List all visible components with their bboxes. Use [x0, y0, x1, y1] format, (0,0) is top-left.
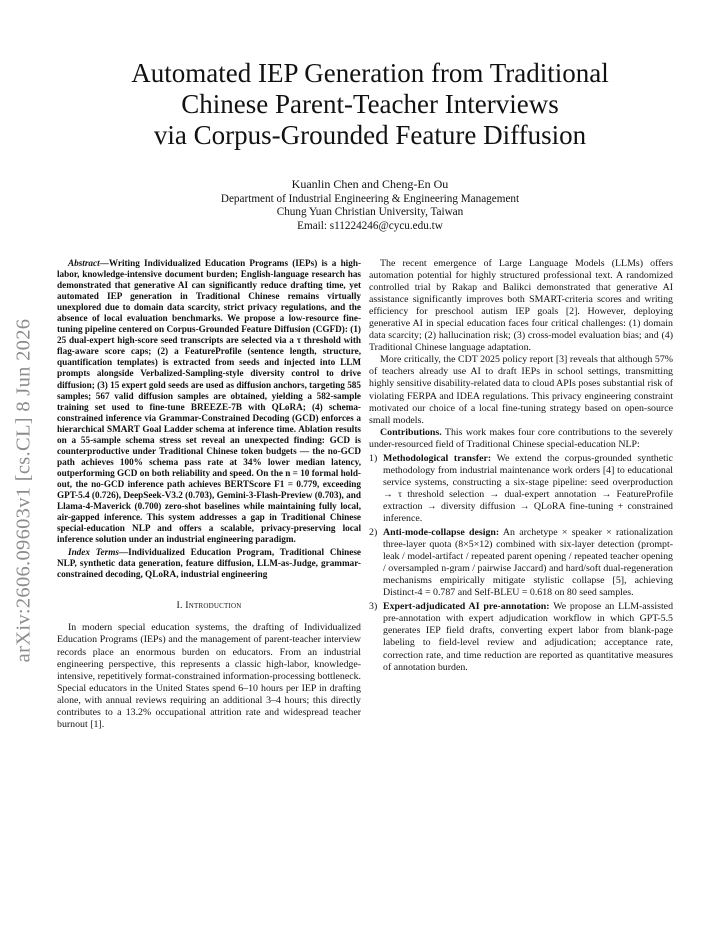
- arxiv-stamp-text: arXiv:2606.09603v1 [cs.CL] 8 Jun 2026: [12, 318, 35, 662]
- index-terms: [57, 547, 361, 580]
- list-item-number: 2): [369, 527, 378, 539]
- paper-title: [90, 58, 650, 151]
- abstract-lead: Abstract: [68, 258, 100, 268]
- list-item: [369, 601, 673, 673]
- contributions-list: [369, 453, 673, 674]
- title-line-3: via Corpus-Grounded Feature Diffusion: [153, 120, 587, 150]
- list-item-text: We propose an LLM-assisted pre-annotation with expert adjudication workflow in which GPT-5.5 generates IEP field drafts, converting expert labor from blank-page labeling to field-level review and adjudication; acceptance rate, correction rate, and time reduction are reported as quantitative measures of annotation burden.: [383, 601, 674, 673]
- contributions-lead: Contributions.: [380, 426, 442, 438]
- affiliation-department: Department of Industrial Engineering & Engineering Management: [220, 192, 520, 205]
- index-terms-sep: —: [118, 547, 129, 558]
- index-terms-lead: Index Terms: [68, 547, 119, 558]
- affiliation-university: Chung Yuan Christian University, Taiwan: [276, 206, 464, 219]
- contributions-text: This work makes four core contributions to the severely under-resourced field of Traditional Chinese special-education NLP:: [369, 426, 673, 450]
- list-item-number: 3): [369, 601, 378, 613]
- title-line-1: Automated IEP Generation from Traditional: [131, 58, 609, 88]
- list-item-text: We extend the corpus-grounded synthetic methodology from industrial maintenance work orders [4] to educational service systems, constructing a six-stage pipeline: seed overproduction → τ threshold selection → dual-expert annotation → FeatureProfile extraction → diversity diffusion → QLoRA fine-tuning + constrained inference.: [383, 452, 673, 524]
- right-paragraph-1: The recent emergence of Large Language Models (LLMs) offers automation potential for highly structured professional text. A randomized controlled trial by Rakap and Balikci demonstrated that generative AI assistance significantly improves both SMART-criteria scores and writing efficiency for preschool autism IEP goals [2]. However, deploying generative AI in special education faces four critical challenges: (1) domain data scarcity; (2) hallucination risk; (3) cross-model evaluation bias; and (4) Traditional Chinese language adaptation.: [369, 258, 673, 354]
- author-names: Kuanlin Chen and Cheng-En Ou: [291, 177, 449, 191]
- index-terms-text: Individualized Education Program, Traditional Chinese NLP, synthetic data generation, feature diffusion, LLM-as-Judge, grammar-constrained decoding, QLoRA, industrial engineering: [57, 547, 362, 580]
- section-title: Introduction: [185, 600, 242, 612]
- section-numeral: I.: [176, 600, 183, 612]
- list-item-head: Expert-adjudicated AI pre-annotation:: [383, 601, 550, 613]
- left-column: [57, 258, 361, 731]
- right-paragraph-2: More critically, the CDT 2025 policy report [3] reveals that although 57% of teachers already use AI to draft IEPs in school settings, transmitting highly sensitive disability-related data to cloud APIs poses substantial risk of violating FERPA and IDEA regulations. This privacy engineering constraint motivated our choice of a local fine-tuning strategy based on open-source small models.: [369, 354, 673, 426]
- right-column: [369, 258, 673, 676]
- list-item: [369, 527, 673, 599]
- contributions-paragraph: [369, 427, 673, 451]
- abstract: [57, 258, 361, 545]
- list-item: [369, 453, 673, 525]
- list-item-head: Methodological transfer:: [383, 452, 492, 464]
- arxiv-stamp: [4, 270, 44, 710]
- abstract-text: Writing Individualized Education Programs (IEPs) is a high-labor, knowledge-intensive document burden; English-language research has demonstrated that generative AI can significantly reduce drafting time, yet automated IEP generation in Traditional Chinese remains virtually unexplored due to domain data scarcity, strict privacy regulations, and the absence of local evaluation benchmarks. We propose a low-resource fine-tuning pipeline centered on Corpus-Grounded Feature Diffusion (CGFD): (1) 25 dual-expert high-score seed transcripts are selected via a τ threshold with flag-aware score caps; (2) a FeatureProfile (sentence length, structure, quantification templates) is extracted from seeds and injected into LLM prompts alongside Verbalized-Sampling-style diversity control to drive diffusion; (3) 15 expert gold seeds are used as diffusion anchors, targeting 585 samples; 567 valid diffusion samples are obtained, yielding a 582-sample training set used to fine-tune BREEZE-7B with QLoRA; (4) schema-constrained inference via Grammar-Constrained Decoding (GCD) enforces a hierarchical SMART Goal Ladder schema at inference time. Ablation results on a 55-sample schema stress set reveal an unexpected finding: GCD is counterproductive under Traditional Chinese token budgets — the no-GCD path achieves 100% schema pass rate at 34% lower median latency, outperforming GCD on both reliability and speed. On the n = 10 formal hold-out, the no-GCD inference path achieves BERTScore F1 = 0.779, exceeding GPT-5.4 (0.726), DeepSeek-V3.2 (0.703), Gemini-3-Flash-Preview (0.703), and Llama-4-Maverick (0.700) zero-shot baselines while maintaining fully local, air-gapped inference. This system addresses a gap in Traditional Chinese special-education NLP and offers a scalable, privacy-preserving local inference solution under an industrial engineering paradigm.: [57, 258, 361, 545]
- title-line-2: Chinese Parent-Teacher Interviews: [181, 89, 559, 119]
- author-email: Email: s11224246@cycu.edu.tw: [297, 219, 443, 232]
- intro-paragraph-1: In modern special education systems, the drafting of Individualized Education Programs (IEPs) and the management of parent-teacher interview records place an enormous burden on educators. From an industrial engineering perspective, this represents a classic high-labor, knowledge-intensive, repetitively format-constrained information-processing bottleneck. Special educators in the United States spend 6–10 hours per IEP in drafting alone, with annual reviews requiring an additional 3–4 hours; this directly contributes to a 13.2% occupational attrition rate and widespread teacher burnout [1].: [57, 622, 361, 730]
- author-block: [90, 178, 650, 233]
- abstract-sep: —: [99, 258, 109, 268]
- section-heading-introduction: [57, 600, 361, 612]
- list-item-head: Anti-mode-collapse design:: [383, 527, 500, 539]
- list-item-text: An archetype × speaker × rationalization three-layer quota (8×5×12) combined with six-layer detection (prompt-leak / model-artifact / repeated parent opening / repeated teacher opening / oversampled n-gram / pairwise Jaccard) and hard/soft dual-regeneration mechanisms empirically mitigate stylistic collapse [5], achieving Distinct-4 = 0.787 and Self-BLEU = 0.618 on 80 seed samples.: [383, 527, 673, 599]
- list-item-number: 1): [369, 452, 378, 464]
